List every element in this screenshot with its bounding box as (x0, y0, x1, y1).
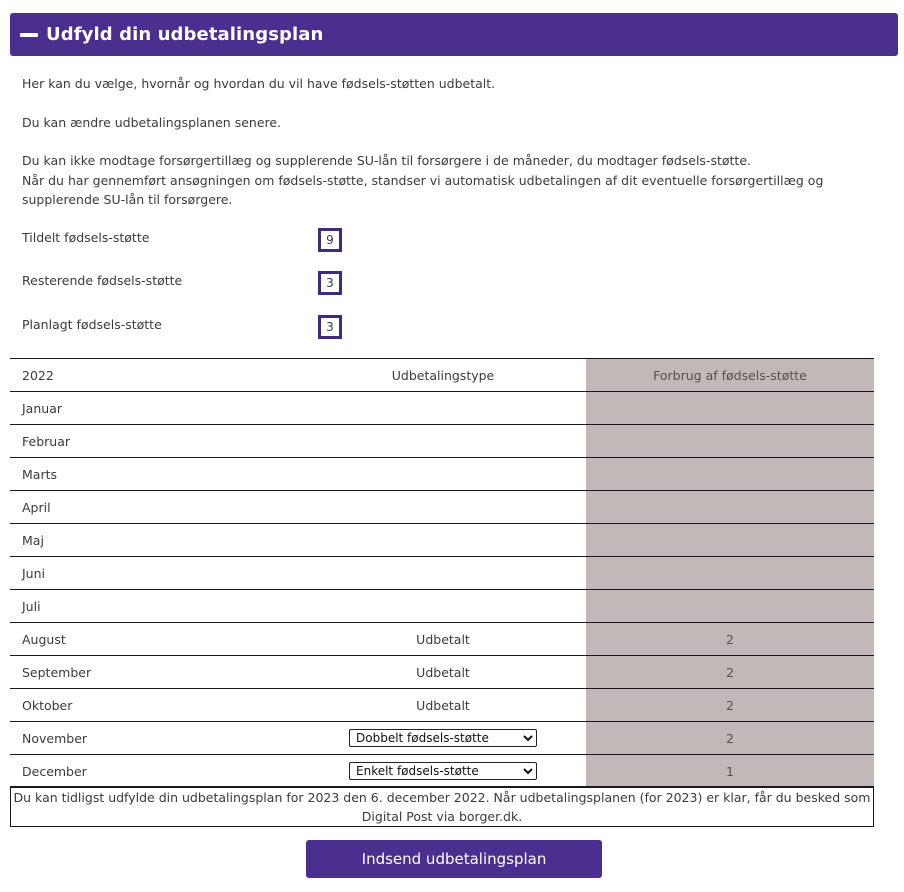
minus-icon[interactable] (20, 33, 38, 37)
usage-cell (586, 425, 874, 458)
payment-type-cell (300, 491, 586, 524)
payment-type-select[interactable] (349, 762, 537, 780)
payment-type-cell (300, 392, 586, 425)
table-row (10, 458, 874, 491)
usage-cell (586, 524, 874, 557)
table-row (10, 557, 874, 590)
table-row (10, 755, 874, 788)
notice-line-1: Du kan tidligst udfylde din udbetalingsplan for 2023 den 6. december 2022. Når udbetalingsplanen (for 2023) er klar, får du besked som (13, 790, 871, 805)
payment-type-cell (300, 425, 586, 458)
payment-type-cell (300, 590, 586, 623)
usage-cell (586, 557, 874, 590)
month-cell: Juli (10, 590, 300, 623)
month-cell: Februar (10, 425, 300, 458)
usage-cell (586, 458, 874, 491)
payment-type-cell: Udbetalt (300, 656, 586, 689)
usage-cell (586, 590, 874, 623)
usage-cell (586, 491, 874, 524)
tildelt-value: 9 (318, 228, 342, 252)
table-row (10, 392, 874, 425)
usage-cell: 2 (586, 722, 874, 755)
usage-cell: 2 (586, 623, 874, 656)
payment-plan-table (10, 358, 874, 788)
payment-type-cell (300, 458, 586, 491)
intro-paragraph-3 (22, 151, 882, 210)
usage-cell (586, 392, 874, 425)
table-header-row (10, 359, 874, 392)
planlagt-label: Planlagt fødsels-støtte (22, 317, 162, 332)
month-cell: August (10, 623, 300, 656)
table-row (10, 656, 874, 689)
tildelt-label: Tildelt fødsels-støtte (22, 230, 150, 245)
payment-type-cell: Udbetalt (300, 623, 586, 656)
intro-paragraph-3-line-2: Når du har gennemført ansøgningen om fødsels-støtte, standser vi automatisk udbetalingen af dit eventuelle forsørgertillæg og (22, 172, 824, 188)
resterende-value: 3 (318, 271, 342, 295)
payment-type-select[interactable] (349, 729, 537, 747)
notice-line-2: Digital Post via borger.dk. (361, 809, 523, 824)
month-cell: Oktober (10, 689, 300, 722)
payment-type-cell: Udbetalt (300, 689, 586, 722)
intro-paragraph-2: Du kan ændre udbetalingsplanen senere. (22, 115, 282, 130)
table-row (10, 590, 874, 623)
payment-type-cell (300, 557, 586, 590)
intro-paragraph-1: Her kan du vælge, hvornår og hvordan du vil have fødsels-støtten udbetalt. (22, 76, 496, 91)
month-cell: November (10, 722, 300, 755)
month-cell: Marts (10, 458, 300, 491)
table-row (10, 425, 874, 458)
usage-header: Forbrug af fødsels-støtte (586, 359, 874, 392)
notice-box (10, 786, 874, 827)
table-row (10, 524, 874, 557)
submit-plan-button[interactable]: Indsend udbetalingsplan (306, 840, 602, 878)
month-cell: Januar (10, 392, 300, 425)
month-cell: December (10, 755, 300, 788)
year-header: 2022 (10, 359, 300, 392)
table-row (10, 722, 874, 755)
usage-cell: 2 (586, 656, 874, 689)
month-cell: Maj (10, 524, 300, 557)
intro-paragraph-3-line-3: supplerende SU-lån til forsørgere. (22, 192, 233, 207)
resterende-label: Resterende fødsels-støtte (22, 273, 183, 288)
section-header[interactable] (10, 13, 898, 56)
month-cell: April (10, 491, 300, 524)
month-cell: September (10, 656, 300, 689)
usage-cell: 1 (586, 755, 874, 788)
month-cell: Juni (10, 557, 300, 590)
table-row (10, 623, 874, 656)
intro-paragraph-3-line-1: Du kan ikke modtage forsørgertillæg og supplerende SU-lån til forsørgere i de måneder, du modtager fødsels-støtte. (22, 153, 751, 168)
type-header: Udbetalingstype (300, 359, 586, 392)
table-row (10, 491, 874, 524)
payment-type-cell (300, 722, 586, 755)
payment-type-cell (300, 755, 586, 788)
payment-type-cell (300, 524, 586, 557)
table-row (10, 689, 874, 722)
planlagt-value: 3 (318, 315, 342, 339)
section-title: Udfyld din udbetalingsplan (46, 24, 324, 45)
usage-cell: 2 (586, 689, 874, 722)
